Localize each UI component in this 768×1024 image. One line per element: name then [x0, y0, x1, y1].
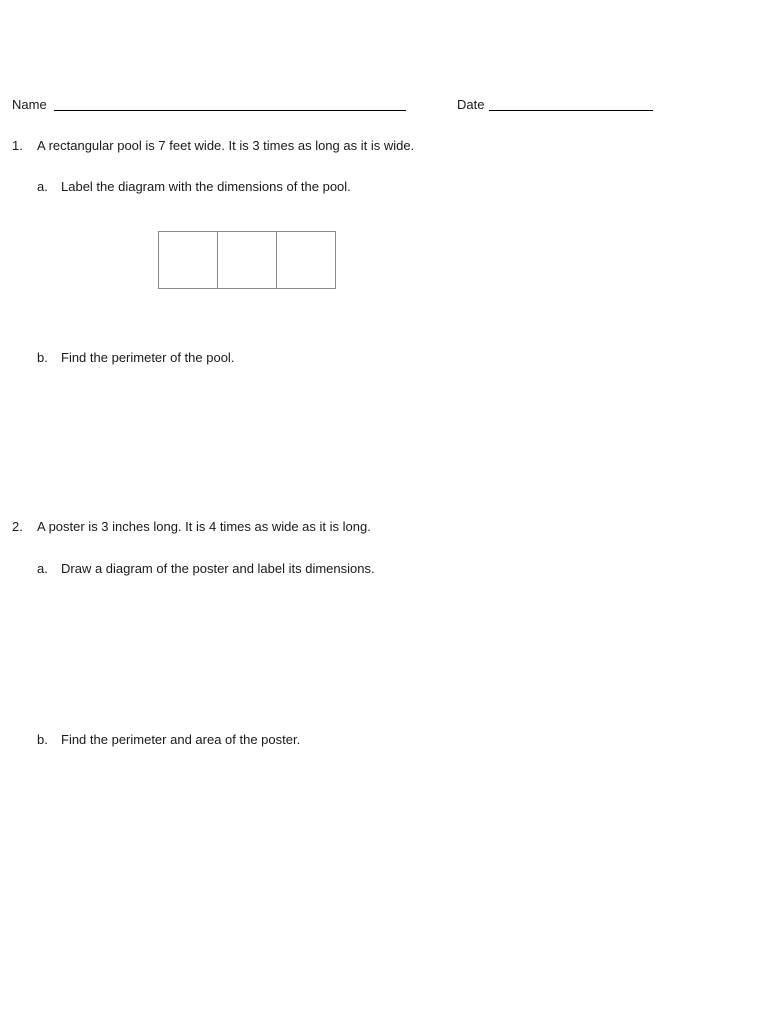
name-label: Name [12, 97, 47, 112]
problem-2-text: A poster is 3 inches long. It is 4 times as wide as it is long. [37, 519, 371, 534]
problem-2a-text: Draw a diagram of the poster and label its dimensions. [61, 561, 375, 576]
pool-diagram-unit [277, 232, 335, 288]
problem-2b-letter: b. [37, 732, 48, 747]
problem-2-number: 2. [12, 519, 23, 534]
problem-2a-letter: a. [37, 561, 48, 576]
pool-diagram-unit [218, 232, 277, 288]
problem-1a-letter: a. [37, 179, 48, 194]
problem-1-text: A rectangular pool is 7 feet wide. It is 3 times as long as it is wide. [37, 138, 415, 153]
date-field-line[interactable] [489, 110, 653, 111]
problem-1b-text: Find the perimeter of the pool. [61, 350, 235, 365]
pool-diagram [158, 231, 336, 289]
date-label: Date [457, 97, 485, 112]
name-field-line[interactable] [54, 110, 406, 111]
problem-1-number: 1. [12, 138, 23, 153]
pool-diagram-unit [159, 232, 218, 288]
problem-2b-text: Find the perimeter and area of the poster. [61, 732, 301, 747]
problem-1b-letter: b. [37, 350, 48, 365]
problem-1a-text: Label the diagram with the dimensions of the pool. [61, 179, 351, 194]
